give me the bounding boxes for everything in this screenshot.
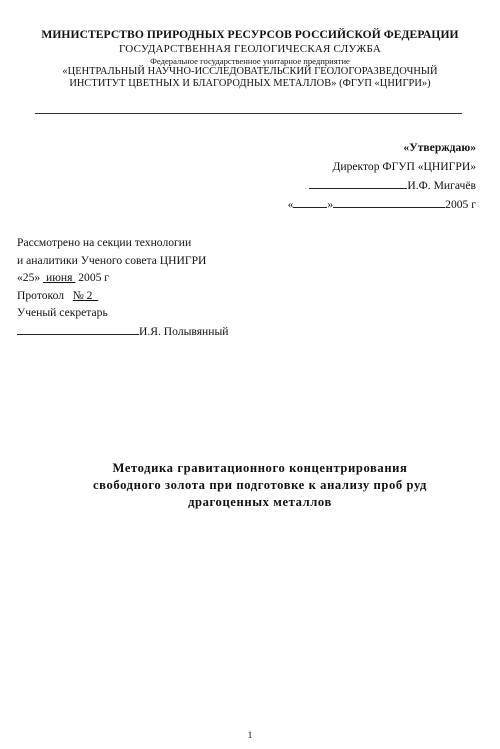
document-title (40, 460, 480, 511)
protocol-number: № 2 (72, 288, 93, 302)
document-header (0, 28, 500, 90)
review-line2: и аналитики Ученого совета ЦНИГРИ (17, 253, 207, 267)
approval-year: 2005 г (445, 198, 476, 211)
review-date-row (17, 269, 228, 287)
review-year: 2005 г (78, 271, 110, 285)
header-divider (35, 113, 462, 114)
approval-position: Директор ФГУП «ЦНИГРИ» (332, 160, 476, 173)
review-month: июня (46, 271, 73, 285)
institute-name-line1: «ЦЕНТРАЛЬНЫЙ НАУЧНО-ИССЛЕДОВАТЕЛЬСКИЙ ГЕОЛОГОРАЗВЕДОЧНЫЙ (62, 65, 438, 77)
review-block (17, 234, 228, 341)
secretary-signature-row (17, 322, 228, 341)
day-blank-line (293, 195, 327, 208)
approval-signature-row (288, 176, 476, 195)
approval-block (288, 138, 476, 214)
title-line3: драгоценных металлов (188, 495, 332, 509)
secretary-name: И.Я. Полывянный (139, 324, 229, 338)
signature-line (309, 176, 407, 189)
protocol-row (17, 287, 228, 305)
enterprise-type: Федеральное государственное унитарное предприятие (150, 55, 350, 66)
approval-heading: «Утверждаю» (403, 141, 476, 154)
page-number: 1 (247, 731, 253, 741)
review-line1: Рассмотрено на секции технологии (17, 236, 192, 249)
ministry-name: МИНИСТЕРСТВО ПРИРОДНЫХ РЕСУРСОВ РОССИЙСКОЙ ФЕДЕРАЦИИ (41, 28, 459, 41)
service-name: ГОСУДАРСТВЕННАЯ ГЕОЛОГИЧЕСКАЯ СЛУЖБА (119, 42, 381, 55)
secretary-label: Ученый секретарь (17, 306, 108, 320)
month-blank-line (333, 195, 445, 208)
protocol-label: Протокол (17, 288, 64, 302)
approval-date-row (288, 195, 476, 214)
approval-signatory: И.Ф. Мигачёв (407, 179, 476, 192)
review-day: «25» (17, 271, 41, 285)
institute-name-line2: ИНСТИТУТ ЦВЕТНЫХ И БЛАГОРОДНЫХ МЕТАЛЛОВ» (ФГУП «ЦНИГРИ») (69, 78, 431, 90)
secretary-signature-line (17, 322, 139, 335)
date-open-quote: « (287, 198, 294, 211)
date-close-quote: » (327, 198, 334, 211)
title-line1: Методика гравитационного концентрирования (112, 461, 408, 475)
title-line2: свободного золота при подготовке к анализу проб руд (92, 478, 428, 492)
